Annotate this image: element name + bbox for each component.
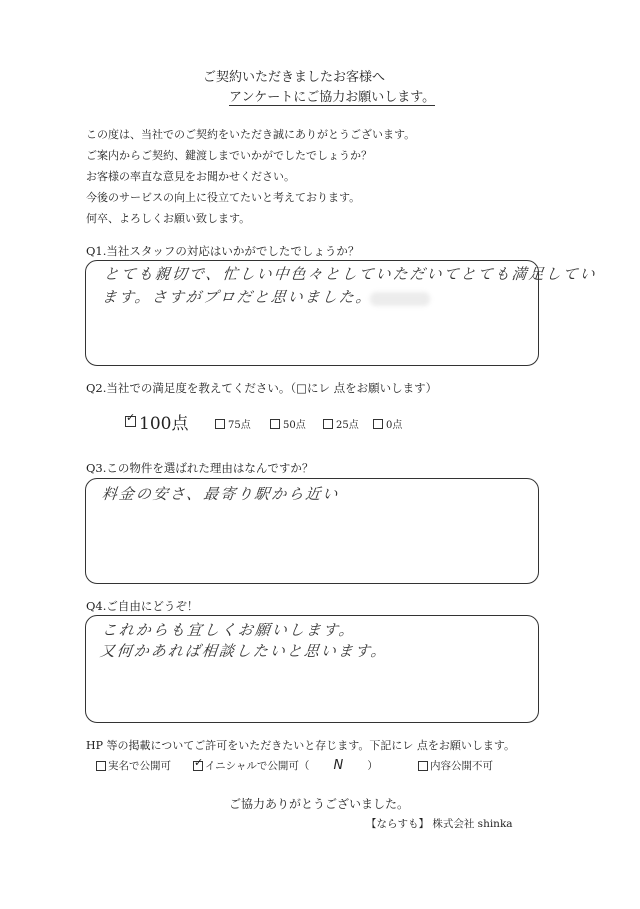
q3-question: Q3.この物件を選ばれた理由はなんですか？: [86, 461, 314, 475]
thanks-text: ご協力ありがとうございました。: [229, 797, 410, 811]
intro-line: お客様の率直な意見をお聞かせください。: [86, 170, 295, 183]
intro-line: この度は、当社でのご契約をいただき誠にありがとうございます。: [86, 128, 416, 141]
rating-option-0[interactable]: [373, 416, 402, 431]
permission-label: イニシャルで公開可（: [205, 760, 310, 772]
permission-option-not-public[interactable]: [418, 758, 493, 773]
checkbox[interactable]: [96, 761, 106, 771]
q2-question: Q2.当社での満足度を教えてください。（□にレ 点をお願いします）: [86, 381, 438, 395]
rating-option-75[interactable]: [215, 416, 251, 431]
rating-option-50[interactable]: [270, 416, 306, 431]
check-mark-icon: ✓: [194, 755, 204, 769]
q4-question: Q4.ご自由にどうぞ！: [86, 599, 199, 613]
q3-answer-line-1: 料金の安さ、最寄り駅から近い: [101, 485, 341, 503]
check-mark-icon: ✓: [126, 411, 136, 424]
checkbox[interactable]: [270, 419, 280, 429]
company-name: 【ならすも】 株式会社 shinka: [366, 818, 513, 830]
rating-label: 25点: [336, 420, 359, 431]
rating-label: 75点: [228, 420, 251, 431]
intro-line: ご案内からご契約、鍵渡しまでいかがでしたでしょうか？: [86, 149, 372, 162]
q1-answer-line-2: ます。さすがプロだと思いました。: [101, 288, 374, 306]
intro-line: 今後のサービスの向上に役立てたいと考えております。: [86, 191, 361, 204]
close-paren: ）: [367, 760, 378, 772]
q4-answer-line-2: 又何かあれば相談したいと思います。: [99, 642, 389, 660]
permission-label: 実名で公開可: [108, 760, 171, 772]
intro-text: [86, 124, 415, 229]
q1-answer-line-1: とても親切で、忙しい中色々としていただいてとても満足してい: [103, 265, 598, 283]
permission-label: 内容公開不可: [430, 760, 493, 772]
rating-option-25[interactable]: [323, 416, 359, 431]
checkbox[interactable]: [323, 419, 333, 429]
title-line-2: アンケートにご協力お願いします。: [229, 86, 435, 106]
checkbox-checked[interactable]: [125, 411, 136, 427]
title-line-1: ご契約いただきましたお客様へ: [203, 70, 386, 85]
checkbox[interactable]: [215, 419, 225, 429]
rating-label: 50点: [283, 420, 306, 431]
initials-handwritten: N: [333, 758, 344, 773]
checkbox-checked[interactable]: [193, 755, 204, 771]
q1-question: Q1.当社スタッフの対応はいかがでしたでしょうか？: [86, 244, 360, 258]
rating-label: 0点: [386, 420, 403, 431]
permission-option-initials[interactable]: [193, 755, 378, 773]
checkbox[interactable]: [418, 761, 428, 771]
rating-label: 100点: [139, 414, 189, 434]
checkbox[interactable]: [373, 419, 383, 429]
redaction-smudge: [370, 292, 430, 306]
permission-option-real-name[interactable]: [96, 758, 171, 773]
permission-text: HP 等の掲載についてご許可をいただきたいと存じます。下記にレ 点をお願いします。: [86, 739, 516, 752]
q4-answer-line-1: これからも宜しくお願いします。: [101, 621, 357, 639]
rating-option-100[interactable]: [125, 409, 188, 434]
intro-line: 何卒、よろしくお願い致します。: [86, 212, 251, 225]
